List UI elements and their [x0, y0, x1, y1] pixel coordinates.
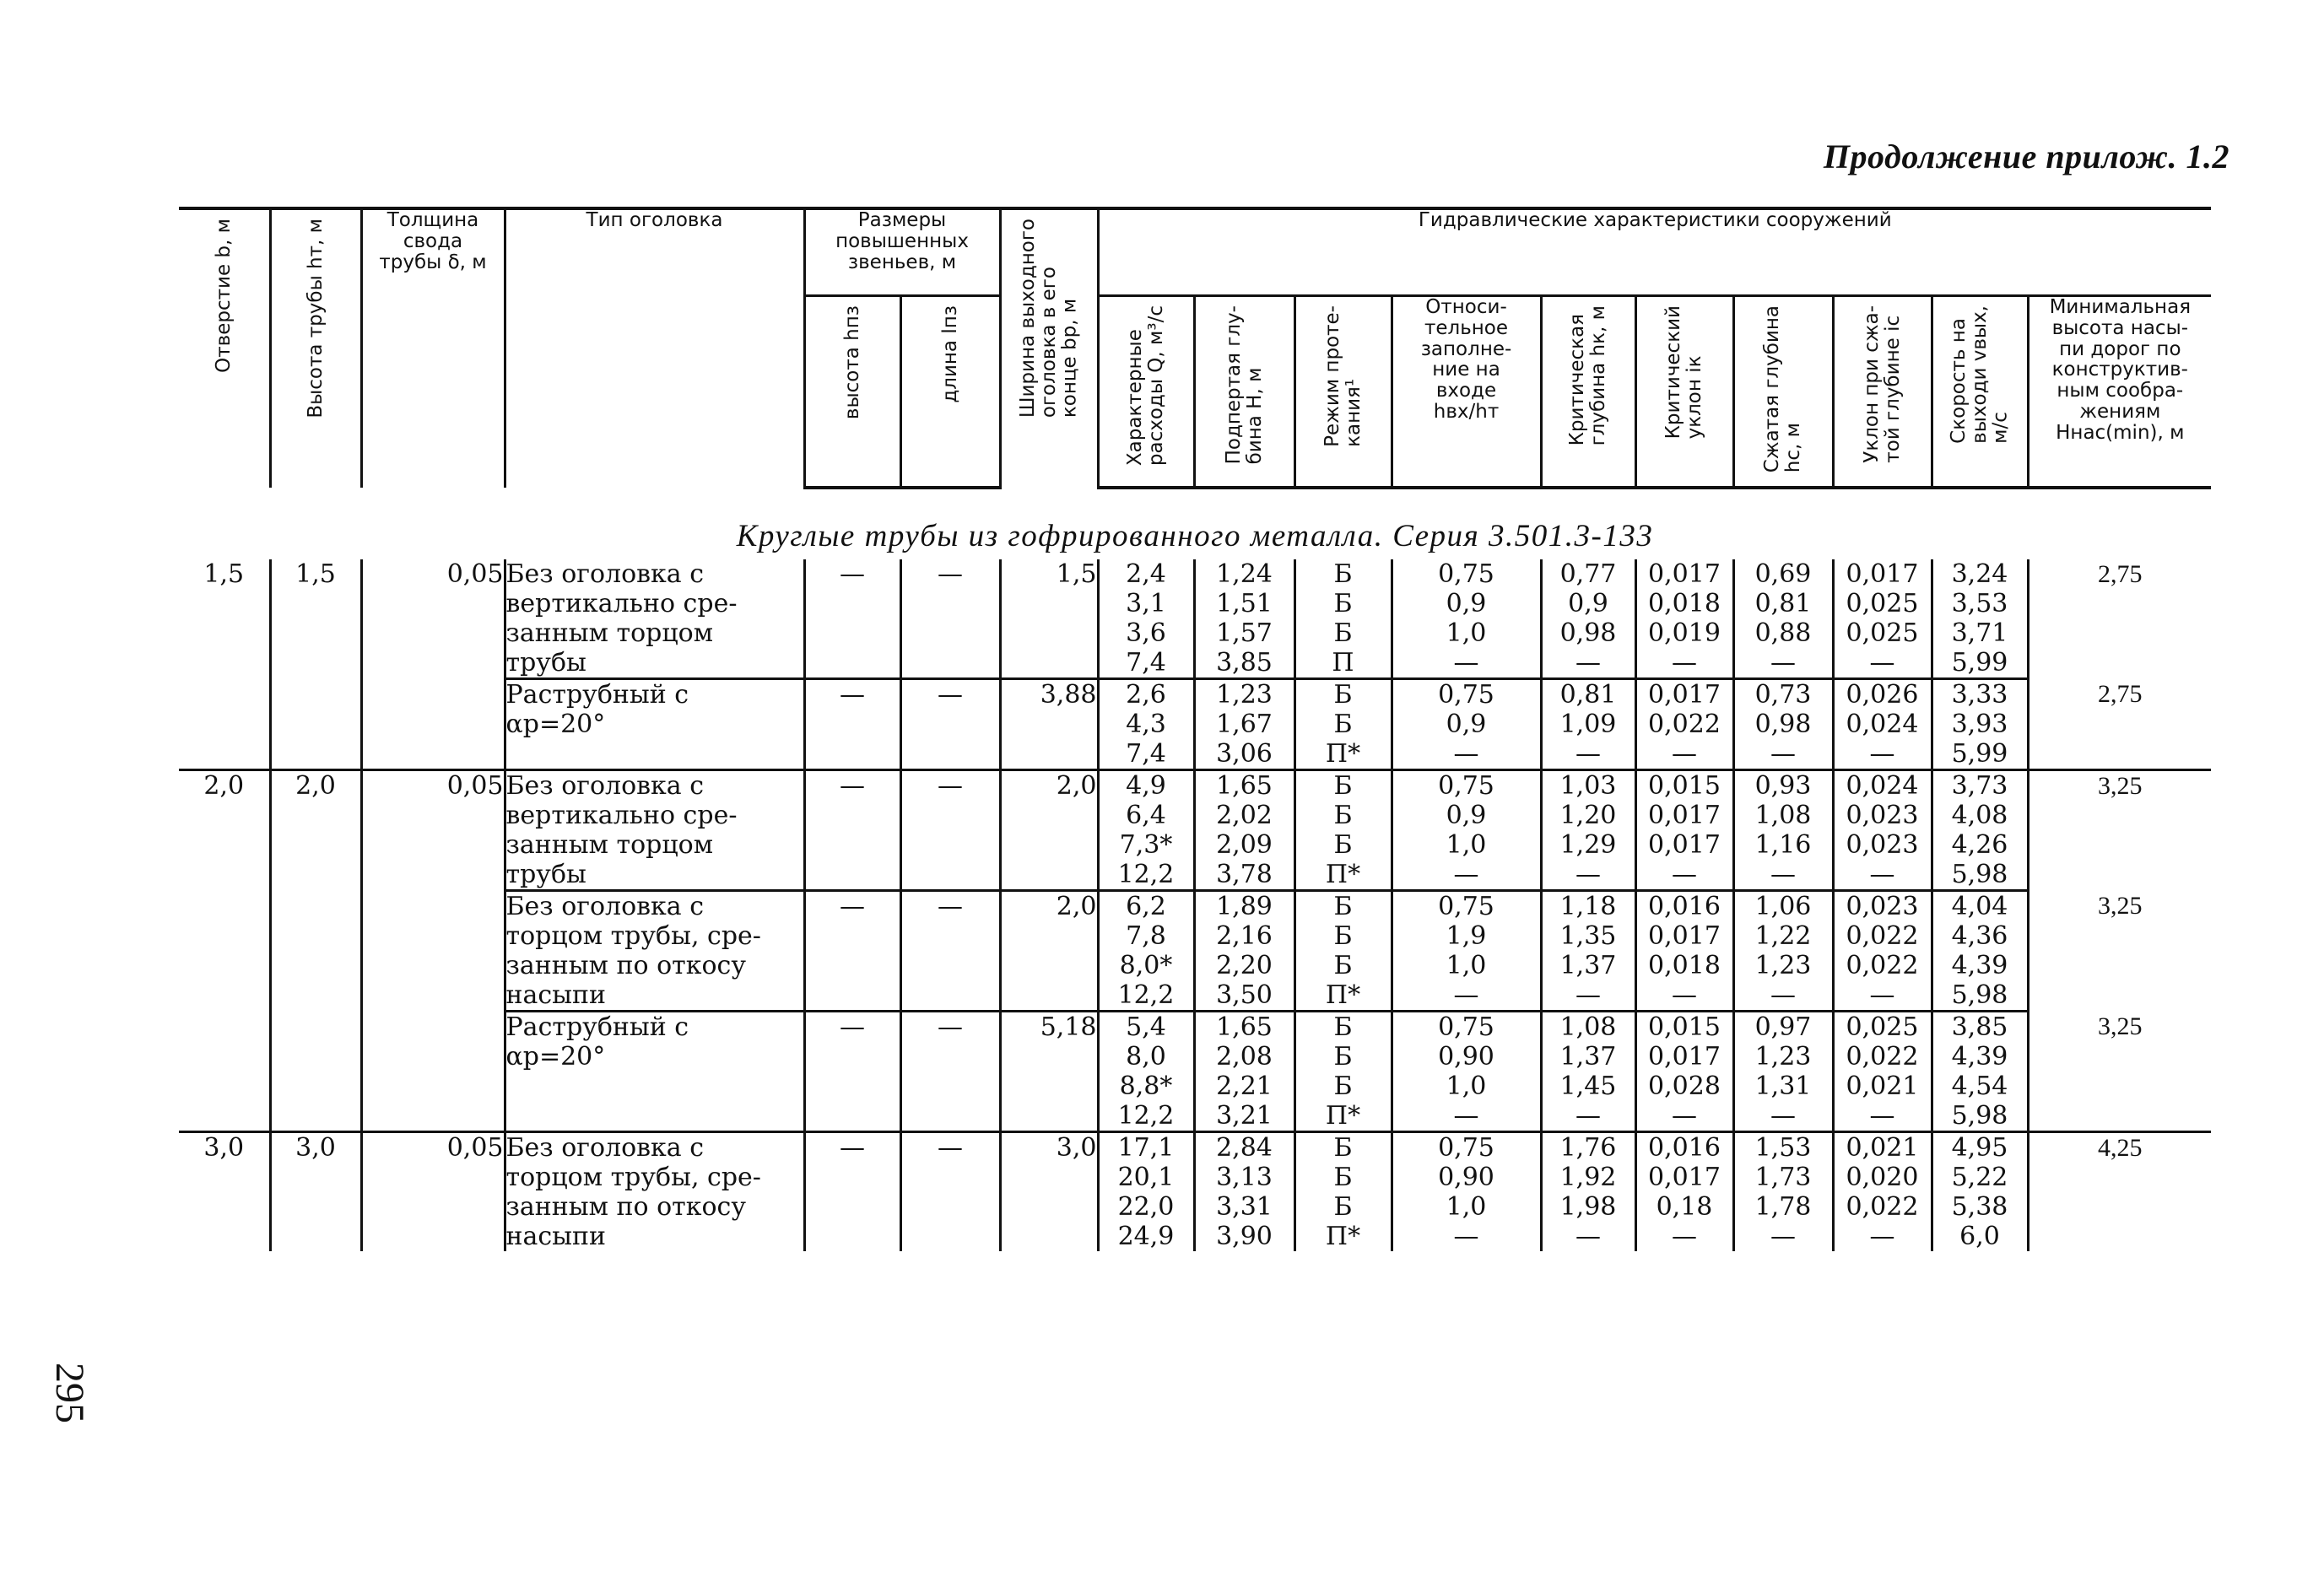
- col-critical-slope: Критический уклон iк: [1635, 296, 1733, 489]
- pipe-height-cell: 1,5: [270, 559, 361, 770]
- outlet-width-cell: 5,18: [1000, 1012, 1098, 1132]
- pipe-height-cell: 2,0: [270, 770, 361, 1132]
- col-relative-fill: Относи- тельное заполне- ние на входе hвх/hт: [1392, 296, 1541, 489]
- slope-compressed-cell: 0,024 0,023 0,023 —: [1833, 770, 1932, 891]
- table-header: [179, 208, 2211, 488]
- col-backwater-depth: Подпертая глу- бина H, м: [1194, 296, 1294, 489]
- relative-fill-cell: 0,75 0,90 1,0 —: [1392, 1012, 1541, 1132]
- critical-depth-cell: 1,08 1,37 1,45 —: [1541, 1012, 1635, 1132]
- compressed-depth-cell: 0,97 1,23 1,31 —: [1733, 1012, 1833, 1132]
- backwater-depth-cell: 1,23 1,67 3,06: [1194, 679, 1294, 770]
- col-discharge: Характерные расходы Q, м³/с: [1098, 296, 1194, 489]
- backwater-depth-cell: 1,65 2,08 2,21 3,21: [1194, 1012, 1294, 1132]
- min-embankment-cell: 3,25: [2028, 770, 2211, 891]
- flow-mode-cell: Б Б Б П*: [1294, 891, 1392, 1012]
- head-type-cell: Раструбный с αр=20°: [505, 679, 804, 770]
- opening-cell: 3,0: [179, 1132, 270, 1252]
- slope-compressed-cell: 0,021 0,020 0,022 —: [1833, 1132, 1932, 1252]
- col-height-hpz: высота hпз: [804, 296, 900, 489]
- compressed-depth-cell: 1,06 1,22 1,23 —: [1733, 891, 1833, 1012]
- min-embankment-cell: 4,25: [2028, 1132, 2211, 1252]
- col-opening: Отверстие b, м: [179, 208, 270, 488]
- compressed-depth-cell: 0,69 0,81 0,88 —: [1733, 559, 1833, 679]
- min-embankment-cell: 3,25: [2028, 1012, 2211, 1132]
- backwater-depth-cell: 2,84 3,13 3,31 3,90: [1194, 1132, 1294, 1252]
- col-length-lpz: длина lпз: [900, 296, 1000, 489]
- head-type-cell: Раструбный с αр=20°: [505, 1012, 804, 1132]
- critical-depth-cell: 0,77 0,9 0,98 —: [1541, 559, 1635, 679]
- relative-fill-cell: 0,75 0,90 1,0 —: [1392, 1132, 1541, 1252]
- table-row: [179, 1132, 2211, 1252]
- vault-thickness-cell: 0,05: [361, 770, 505, 1132]
- outlet-width-cell: 3,88: [1000, 679, 1098, 770]
- col-head-type: Тип оголовка: [505, 208, 804, 488]
- compressed-depth-cell: 0,93 1,08 1,16 —: [1733, 770, 1833, 891]
- flow-mode-cell: Б Б Б П*: [1294, 1012, 1392, 1132]
- discharge-cell: 2,4 3,1 3,6 7,4: [1098, 559, 1194, 679]
- outlet-velocity-cell: 3,85 4,39 4,54 5,98: [1932, 1012, 2028, 1132]
- critical-slope-cell: 0,016 0,017 0,018 —: [1635, 891, 1733, 1012]
- table-body: [179, 488, 2211, 1251]
- hpz-cell: —: [804, 770, 900, 891]
- discharge-cell: 5,4 8,0 8,8* 12,2: [1098, 1012, 1194, 1132]
- relative-fill-cell: 0,75 0,9 1,0 —: [1392, 559, 1541, 679]
- min-embankment-cell: 2,75: [2028, 679, 2211, 770]
- vault-thickness-cell: 0,05: [361, 1132, 505, 1252]
- lpz-cell: —: [900, 1012, 1000, 1132]
- flow-mode-cell: Б Б Б П*: [1294, 770, 1392, 891]
- min-embankment-cell: 2,75: [2028, 559, 2211, 679]
- outlet-velocity-cell: 3,24 3,53 3,71 5,99: [1932, 559, 2028, 679]
- hpz-cell: —: [804, 1012, 900, 1132]
- critical-slope-cell: 0,015 0,017 0,028 —: [1635, 1012, 1733, 1132]
- vault-thickness-cell: 0,05: [361, 559, 505, 770]
- head-type-cell: Без оголовка с вертикально сре- занным торцом трубы: [505, 559, 804, 679]
- outlet-velocity-cell: 4,04 4,36 4,39 5,98: [1932, 891, 2028, 1012]
- flow-mode-cell: Б Б П*: [1294, 679, 1392, 770]
- critical-slope-cell: 0,015 0,017 0,017 —: [1635, 770, 1733, 891]
- opening-cell: 1,5: [203, 559, 245, 590]
- col-min-embankment: Минимальная высота насы- пи дорог по конструктив- ным сообра- жениям Hнас(min), м: [2028, 296, 2211, 489]
- backwater-depth-cell: 1,65 2,02 2,09 3,78: [1194, 770, 1294, 891]
- critical-slope-cell: 0,017 0,018 0,019 —: [1635, 559, 1733, 679]
- table-row: [179, 770, 2211, 891]
- outlet-velocity-cell: 3,33 3,93 5,99: [1932, 679, 2028, 770]
- flow-mode-cell: Б Б Б П: [1294, 559, 1392, 679]
- head-type-cell: Без оголовка с торцом трубы, сре- занным по откосу насыпи: [505, 1132, 804, 1252]
- culvert-table: [179, 207, 2211, 1251]
- critical-slope-cell: 0,016 0,017 0,18 —: [1635, 1132, 1733, 1252]
- lpz-cell: —: [900, 679, 1000, 770]
- hpz-cell: —: [804, 1132, 900, 1252]
- col-slope-compressed: Уклон при сжа- той глубине iс: [1833, 296, 1932, 489]
- lpz-cell: —: [900, 770, 1000, 891]
- discharge-cell: 6,2 7,8 8,0* 12,2: [1098, 891, 1194, 1012]
- col-vault-thickness: Толщина свода трубы δ, м: [361, 208, 505, 488]
- discharge-cell: 2,6 4,3 7,4: [1098, 679, 1194, 770]
- outlet-width-cell: 3,0: [1000, 1132, 1098, 1252]
- col-group-hydraulic: Гидравлические характеристики сооружений: [1098, 208, 2211, 296]
- col-outlet-width: Ширина выходного оголовка в его конце bр, м: [1000, 208, 1098, 488]
- relative-fill-cell: 0,75 0,9 —: [1392, 679, 1541, 770]
- hpz-cell: —: [804, 891, 900, 1012]
- lpz-cell: —: [900, 559, 1000, 679]
- head-type-cell: Без оголовка с торцом трубы, сре- занным по откосу насыпи: [505, 891, 804, 1012]
- flow-mode-cell: Б Б Б П*: [1294, 1132, 1392, 1252]
- slope-compressed-cell: 0,017 0,025 0,025 —: [1833, 559, 1932, 679]
- critical-depth-cell: 1,03 1,20 1,29 —: [1541, 770, 1635, 891]
- opening-cell: 2,0: [179, 770, 270, 1132]
- relative-fill-cell: 0,75 0,9 1,0 —: [1392, 770, 1541, 891]
- critical-depth-cell: 1,18 1,35 1,37 —: [1541, 891, 1635, 1012]
- outlet-width-cell: 2,0: [1000, 770, 1098, 891]
- lpz-cell: —: [900, 891, 1000, 1012]
- slope-compressed-cell: 0,026 0,024 —: [1833, 679, 1932, 770]
- hpz-cell: —: [804, 559, 900, 679]
- relative-fill-cell: 0,75 1,9 1,0 —: [1392, 891, 1541, 1012]
- discharge-cell: 4,9 6,4 7,3* 12,2: [1098, 770, 1194, 891]
- backwater-depth-cell: 1,89 2,16 2,20 3,50: [1194, 891, 1294, 1012]
- outlet-velocity-cell: 3,73 4,08 4,26 5,98: [1932, 770, 2028, 891]
- col-compressed-depth: Сжатая глубина hс, м: [1733, 296, 1833, 489]
- col-pipe-height: Высота трубы hт, м: [270, 208, 361, 488]
- compressed-depth-cell: 0,73 0,98 —: [1733, 679, 1833, 770]
- outlet-width-cell: 1,5: [1000, 559, 1098, 679]
- col-critical-depth: Критическая глубина hк, м: [1541, 296, 1635, 489]
- backwater-depth-cell: 1,24 1,51 1,57 3,85: [1194, 559, 1294, 679]
- min-embankment-cell: 3,25: [2028, 891, 2211, 1012]
- critical-slope-cell: 0,017 0,022 —: [1635, 679, 1733, 770]
- page-number: 295: [47, 1363, 92, 1423]
- col-flow-mode: Режим проте- кания¹: [1294, 296, 1392, 489]
- col-outlet-velocity: Скорость на выходи vвых, м/с: [1932, 296, 2028, 489]
- discharge-cell: 17,1 20,1 22,0 24,9: [1098, 1132, 1194, 1252]
- critical-depth-cell: 0,81 1,09 —: [1541, 679, 1635, 770]
- continuation-title: Продолжение прилож. 1.2: [1823, 138, 2229, 175]
- outlet-width-cell: 2,0: [1000, 891, 1098, 1012]
- outlet-velocity-cell: 4,95 5,22 5,38 6,0: [1932, 1132, 2028, 1252]
- section-title: Круглые трубы из гофрированного металла. Серия 3.501.3-133: [736, 519, 1654, 554]
- slope-compressed-cell: 0,025 0,022 0,021 —: [1833, 1012, 1932, 1132]
- head-type-cell: Без оголовка с вертикально сре- занным торцом трубы: [505, 770, 804, 891]
- lpz-cell: —: [900, 1132, 1000, 1252]
- col-group-raised-links: Размеры повышенных звеньев, м: [804, 208, 1000, 296]
- compressed-depth-cell: 1,53 1,73 1,78 —: [1733, 1132, 1833, 1252]
- slope-compressed-cell: 0,023 0,022 0,022 —: [1833, 891, 1932, 1012]
- table-row: [179, 559, 2211, 679]
- hpz-cell: —: [804, 679, 900, 770]
- pipe-height-cell: 3,0: [270, 1132, 361, 1252]
- critical-depth-cell: 1,76 1,92 1,98 —: [1541, 1132, 1635, 1252]
